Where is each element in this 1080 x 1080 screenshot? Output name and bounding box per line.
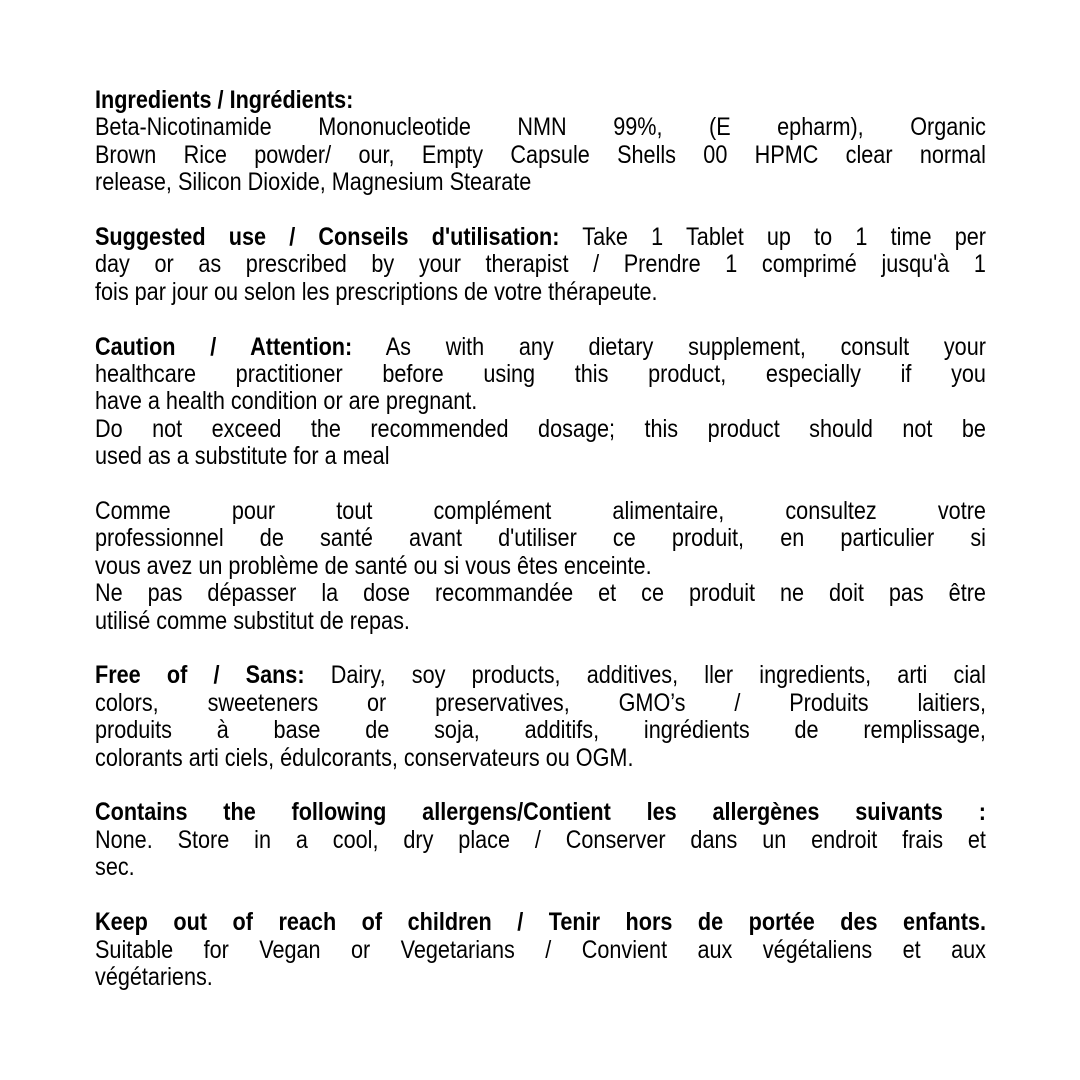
- text-segment: professionnel de santé avant d'utiliser ce produit, en particulier si: [95, 524, 986, 553]
- text-segment: colors, sweeteners or preservatives, GMO’s / Produits laitiers,: [95, 688, 986, 717]
- text-line: [95, 251, 986, 278]
- text-line: [95, 142, 986, 169]
- text-line: [95, 909, 986, 936]
- text-line: [95, 580, 986, 607]
- text-segment: As with any dietary supplement, consult your: [352, 332, 986, 361]
- bold-text-segment: Keep out of reach of children / Tenir hors de portée des enfants.: [95, 908, 986, 937]
- text-line: [95, 553, 986, 580]
- text-line: [95, 388, 986, 415]
- text-segment: colorants arti ciels, édulcorants, conservateurs ou OGM.: [95, 743, 634, 772]
- text-line: [95, 964, 986, 991]
- text-line: [95, 279, 986, 306]
- text-line: [95, 224, 986, 251]
- text-line: [95, 525, 986, 552]
- text-segment: utilisé comme substitut de repas.: [95, 606, 410, 635]
- text-segment: vous avez un problème de santé ou si vous êtes enceinte.: [95, 551, 652, 580]
- section-ingredients: [95, 87, 986, 197]
- text-line: [95, 745, 986, 772]
- text-segment: produits à base de soja, additifs, ingrédients de remplissage,: [95, 716, 986, 745]
- text-segment: Do not exceed the recommended dosage; this product should not be: [95, 414, 986, 443]
- text-line: [95, 361, 986, 388]
- text-segment: release, Silicon Dioxide, Magnesium Stearate: [95, 168, 532, 197]
- text-line: [95, 937, 986, 964]
- text-line: [95, 416, 986, 443]
- text-segment: have a health condition or are pregnant.: [95, 387, 478, 416]
- text-segment: None. Store in a cool, dry place / Conserver dans un endroit frais et: [95, 825, 986, 854]
- text-line: [95, 662, 986, 689]
- text-segment: Beta-Nicotinamide Mononucleotide NMN 99%, (E epharm), Organic: [95, 113, 986, 142]
- section-suggested-use: [95, 224, 986, 306]
- section-caution-english: [95, 334, 986, 471]
- text-line: [95, 854, 986, 881]
- text-line: [95, 334, 986, 361]
- text-segment: Brown Rice powder/ our, Empty Capsule Shells 00 HPMC clear normal: [95, 140, 986, 169]
- text-segment: végétariens.: [95, 962, 213, 991]
- bold-text-segment: Caution / Attention:: [95, 332, 353, 361]
- section-free-of: [95, 662, 986, 772]
- text-segment: day or as prescribed by your therapist / Prendre 1 comprimé jusqu'à 1: [95, 250, 986, 279]
- section-keep-out-of-reach: [95, 909, 986, 991]
- text-segment: Ne pas dépasser la dose recommandée et ce produit ne doit pas être: [95, 579, 986, 608]
- text-segment: Take 1 Tablet up to 1 time per: [559, 223, 986, 252]
- text-segment: fois par jour ou selon les prescriptions de votre thérapeute.: [95, 277, 658, 306]
- text-line: [95, 169, 986, 196]
- text-segment: Comme pour tout complément alimentaire, consultez votre: [95, 497, 986, 526]
- section-allergens: [95, 799, 986, 881]
- text-line: [95, 827, 986, 854]
- bold-text-segment: Suggested use / Conseils d'utilisation:: [95, 223, 560, 252]
- bold-text-segment: Free of / Sans:: [95, 661, 305, 690]
- text-line: [95, 690, 986, 717]
- text-line: [95, 87, 986, 114]
- text-segment: sec.: [95, 853, 135, 882]
- text-line: [95, 717, 986, 744]
- text-line: [95, 443, 986, 470]
- text-line: [95, 799, 986, 826]
- text-segment: used as a substitute for a meal: [95, 442, 390, 471]
- text-segment: Dairy, soy products, additives, ller ingredients, arti cial: [304, 661, 986, 690]
- supplement-label-text-block: [95, 87, 986, 991]
- bold-text-segment: Ingredients / Ingrédients:: [95, 86, 354, 114]
- text-line: [95, 114, 986, 141]
- text-line: [95, 608, 986, 635]
- text-segment: healthcare practitioner before using this product, especially if you: [95, 360, 986, 389]
- bold-text-segment: Contains the following allergens/Contient les allergènes suivants :: [95, 798, 986, 827]
- text-segment: Suitable for Vegan or Vegetarians / Convient aux végétaliens et aux: [95, 935, 986, 964]
- section-caution-french: [95, 498, 986, 635]
- text-line: [95, 498, 986, 525]
